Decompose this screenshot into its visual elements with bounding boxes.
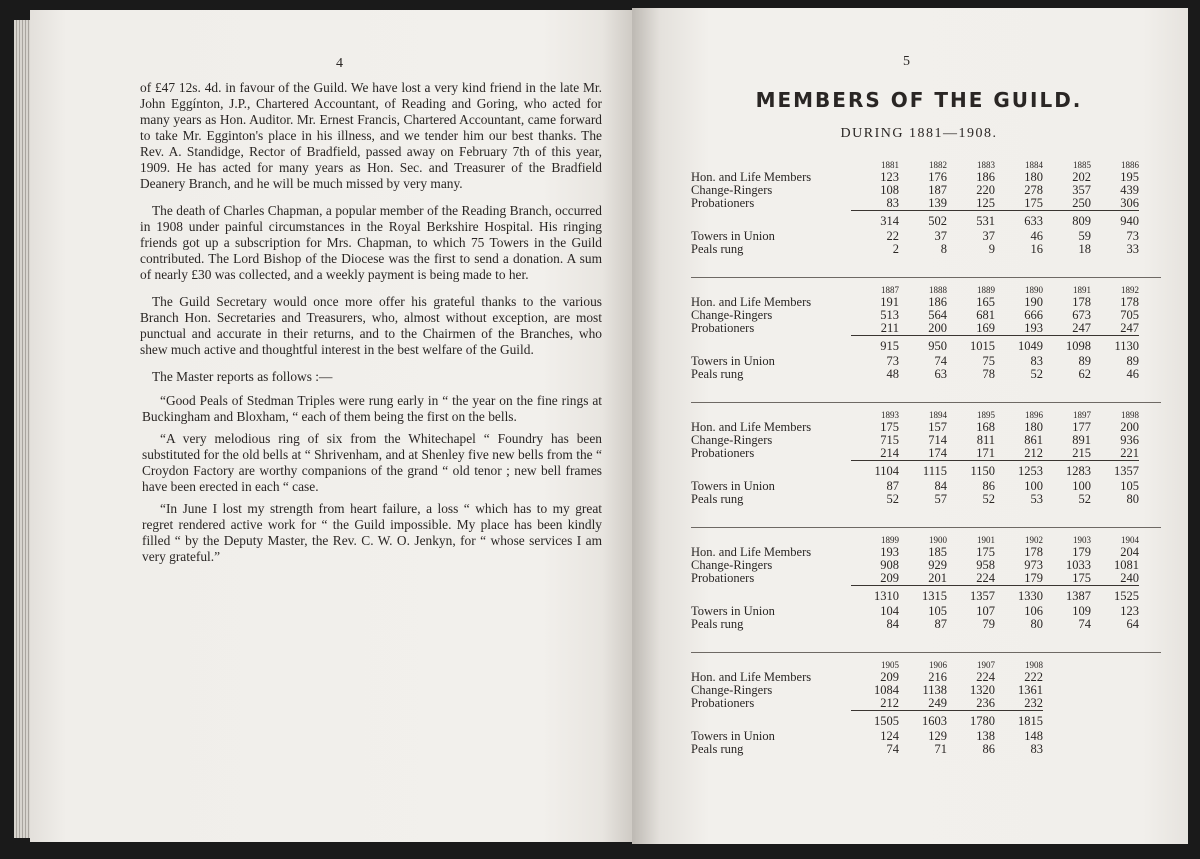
total-cell: 940 [1091, 211, 1139, 229]
table-cell: 220 [976, 183, 995, 197]
table-cell: 212 [1024, 446, 1043, 460]
year-label: 1883 [977, 160, 995, 170]
table-cell: 1081 [1114, 558, 1139, 572]
table-cell: 193 [1024, 321, 1043, 335]
table-cell: 64 [1126, 617, 1139, 631]
total-cell: 1150 [947, 461, 995, 479]
table-cell: 83 [886, 196, 899, 210]
table-cell: 175 [976, 545, 995, 559]
table-cell: 52 [1078, 492, 1091, 506]
table-cell: 222 [1024, 670, 1043, 684]
total-cell: 1130 [1091, 336, 1139, 354]
table-cell: 84 [886, 617, 899, 631]
table-cell: 175 [880, 420, 899, 434]
year-label: 1882 [929, 160, 947, 170]
table-cell: 105 [1120, 479, 1139, 493]
table-cell: 59 [1078, 229, 1091, 243]
row-label: Hon. and Life Members [691, 295, 812, 309]
table-cell: 666 [1024, 308, 1043, 322]
table-cell: 2 [892, 242, 899, 256]
totals-spacer [691, 461, 851, 479]
totals-row [691, 211, 1139, 229]
page-title: MEMBERS OF THE GUILD. [755, 88, 1083, 112]
table-cell: 74 [886, 742, 899, 756]
table-cell: 209 [880, 670, 899, 684]
table-cell: 180 [1024, 420, 1043, 434]
table-cell: 306 [1120, 196, 1139, 210]
total-cell: 1357 [1091, 461, 1139, 479]
page-number-left: 4 [336, 56, 343, 71]
table-cell: 191 [880, 295, 899, 309]
table-cell: 1033 [1066, 558, 1091, 572]
totals-spacer [691, 586, 851, 604]
right-page [632, 8, 1188, 844]
table-cell: 123 [880, 170, 899, 184]
table-cell: 53 [1030, 492, 1043, 506]
table-cell: 178 [1120, 295, 1139, 309]
table-cell: 195 [1120, 170, 1139, 184]
reports-intro: The Master reports as follows :— [152, 369, 333, 384]
table-cell: 52 [982, 492, 995, 506]
block-divider [691, 527, 1161, 528]
table-cell: 9 [988, 242, 995, 256]
block-divider [691, 402, 1161, 403]
towers-row [691, 228, 1139, 243]
year-label: 1904 [1121, 535, 1139, 545]
table-cell: 100 [1072, 479, 1091, 493]
towers-row [691, 478, 1139, 493]
table-cell: 48 [886, 367, 899, 381]
total-cell: 1387 [1043, 586, 1091, 604]
row-label: Probationers [691, 196, 755, 211]
total-cell: 531 [947, 211, 995, 229]
year-label: 1901 [977, 535, 995, 545]
table-cell: 861 [1024, 433, 1043, 447]
table-cell: 75 [982, 354, 995, 368]
table-cell: 681 [976, 308, 995, 322]
row-label: Change-Ringers [691, 558, 773, 572]
probationers-row [691, 447, 1139, 461]
row-label: Peals rung [691, 617, 744, 631]
quote: “A very melodious ring of six from the Whitechapel “ Foundry has been substituted for the old bells at “ Shrivenham, and at Shenley five new bells from the “ Croydon Factory are worthy companions of the grand “ old tenor ; new bell frames have been erected in each “ case. [142, 431, 602, 494]
table-cell: 169 [976, 321, 995, 335]
table-cell: 705 [1120, 308, 1139, 322]
row-label: Peals rung [691, 492, 744, 506]
table-cell: 249 [928, 696, 947, 710]
table-cell: 52 [1030, 367, 1043, 381]
table-cell: 171 [976, 446, 995, 460]
total-cell: 633 [995, 211, 1043, 229]
peals-row [691, 243, 1139, 256]
table-cell: 129 [928, 729, 947, 743]
table-cell: 8 [940, 242, 947, 256]
row-label: Towers in Union [691, 479, 775, 493]
totals-spacer [691, 336, 851, 354]
row-label: Towers in Union [691, 729, 775, 743]
table-cell: 215 [1072, 446, 1091, 460]
probationers-row [691, 322, 1139, 336]
year-label: 1881 [881, 160, 899, 170]
table-cell: 929 [928, 558, 947, 572]
totals-row [691, 461, 1139, 479]
table-cell: 179 [1072, 545, 1091, 559]
row-label: Change-Ringers [691, 683, 773, 697]
table-cell: 165 [976, 295, 995, 309]
table-cell: 221 [1120, 446, 1139, 460]
year-label: 1906 [929, 660, 947, 670]
total-cell: 1505 [851, 711, 899, 729]
table-cell: 187 [928, 183, 947, 197]
table-cell: 83 [1030, 742, 1043, 756]
row-label: Hon. and Life Members [691, 670, 812, 684]
table-cell: 190 [1024, 295, 1043, 309]
total-cell: 1330 [995, 586, 1043, 604]
peals-row [691, 368, 1139, 381]
members-table [691, 535, 1139, 631]
block-divider [691, 277, 1161, 278]
table-cell: 37 [982, 229, 995, 243]
row-label: Hon. and Life Members [691, 545, 812, 559]
table-cell: 74 [1078, 617, 1091, 631]
towers-row [691, 603, 1139, 618]
table-cell: 109 [1072, 604, 1091, 618]
table-cell: 185 [928, 545, 947, 559]
total-cell: 1015 [947, 336, 995, 354]
row-label: Change-Ringers [691, 433, 773, 447]
table-cell: 87 [886, 479, 899, 493]
table-cell: 46 [1030, 229, 1043, 243]
totals-row [691, 711, 1043, 729]
table-cell: 236 [976, 696, 995, 710]
table-cell: 86 [982, 479, 995, 493]
table-cell: 673 [1072, 308, 1091, 322]
table-cell: 106 [1024, 604, 1043, 618]
row-label: Hon. and Life Members [691, 170, 812, 184]
table-cell: 211 [880, 321, 899, 335]
table-cell: 78 [982, 367, 995, 381]
table-cell: 123 [1120, 604, 1139, 618]
peals-row [691, 743, 1043, 756]
paragraph: The Guild Secretary would once more offer his grateful thanks to the various Branch Hon. Secretaries and Treasurers, who, almost without exception, are most punctual and accurate in their returns, and to the Chairmen of the Branches, who shew much active and thoughtful interest in the best welfare of the Guild. [140, 294, 602, 357]
year-label: 1891 [1073, 285, 1091, 295]
table-cell: 175 [1024, 196, 1043, 210]
total-cell: 950 [899, 336, 947, 354]
table-cell: 204 [1120, 545, 1139, 559]
table-cell: 46 [1126, 367, 1139, 381]
row-label: Probationers [691, 696, 755, 711]
table-cell: 278 [1024, 183, 1043, 197]
year-label: 1888 [929, 285, 947, 295]
year-label: 1900 [929, 535, 947, 545]
table-cell: 1138 [922, 683, 947, 697]
totals-spacer [691, 211, 851, 229]
table-cell: 79 [982, 617, 995, 631]
table-cell: 175 [1072, 571, 1091, 585]
members-table [691, 285, 1139, 381]
table-cell: 186 [928, 295, 947, 309]
table-cell: 157 [928, 420, 947, 434]
table-cell: 1320 [970, 683, 995, 697]
table-cell: 80 [1126, 492, 1139, 506]
table-cell: 232 [1024, 696, 1043, 710]
table-cell: 89 [1078, 354, 1091, 368]
total-cell: 502 [899, 211, 947, 229]
totals-spacer [691, 711, 851, 729]
table-cell: 83 [1030, 354, 1043, 368]
table-cell: 216 [928, 670, 947, 684]
table-cell: 71 [934, 742, 947, 756]
table-cell: 1084 [874, 683, 899, 697]
towers-row [691, 353, 1139, 368]
table-cell: 100 [1024, 479, 1043, 493]
total-cell: 1049 [995, 336, 1043, 354]
members-table [691, 660, 1043, 756]
probationers-row [691, 572, 1139, 586]
table-cell: 202 [1072, 170, 1091, 184]
table-cell: 62 [1078, 367, 1091, 381]
total-cell: 809 [1043, 211, 1091, 229]
table-cell: 177 [1072, 420, 1091, 434]
table-cell: 212 [880, 696, 899, 710]
table-cell: 138 [976, 729, 995, 743]
towers-row [691, 728, 1043, 743]
table-cell: 89 [1126, 354, 1139, 368]
table-cell: 936 [1120, 433, 1139, 447]
year-label: 1896 [1025, 410, 1043, 420]
total-cell: 1104 [851, 461, 899, 479]
table-cell: 178 [1024, 545, 1043, 559]
table-cell: 87 [934, 617, 947, 631]
table-cell: 224 [976, 670, 995, 684]
table-cell: 357 [1072, 183, 1091, 197]
row-label: Peals rung [691, 367, 744, 381]
table-cell: 125 [976, 196, 995, 210]
year-label: 1889 [977, 285, 995, 295]
totals-row [691, 586, 1139, 604]
table-cell: 224 [976, 571, 995, 585]
row-label: Change-Ringers [691, 183, 773, 197]
table-cell: 105 [928, 604, 947, 618]
table-cell: 107 [976, 604, 995, 618]
year-label: 1885 [1073, 160, 1091, 170]
year-label: 1898 [1121, 410, 1139, 420]
table-cell: 240 [1120, 571, 1139, 585]
table-cell: 250 [1072, 196, 1091, 210]
paragraph: of £47 12s. 4d. in favour of the Guild. We have lost a very kind friend in the late Mr. John Eggínton, J.P., Chartered Accountant, of Reading and Goring, who acted for many years as Hon. Auditor. Mr. Ernest Francis, Chartered Accountant, came forward to take Mr. Egginton's place in his illness, and we tender him our best thanks. The Rev. A. Standidge, Rector of Bradfield, passed away on February 7th of this year, 1909. He has acted for many years as Hon. Sec. and Treasurer of the Bradfield Deanery Branch, and he will be much missed by very many. [140, 80, 602, 191]
year-label: 1907 [977, 660, 995, 670]
year-label: 1902 [1025, 535, 1043, 545]
members-table [691, 160, 1139, 256]
members-table [691, 410, 1139, 506]
total-cell: 1357 [947, 586, 995, 604]
table-cell: 84 [934, 479, 947, 493]
table-cell: 973 [1024, 558, 1043, 572]
year-label: 1903 [1073, 535, 1091, 545]
total-cell: 915 [851, 336, 899, 354]
table-cell: 73 [886, 354, 899, 368]
row-label: Towers in Union [691, 354, 775, 368]
table-cell: 247 [1072, 321, 1091, 335]
row-label: Peals rung [691, 742, 744, 756]
table-cell: 74 [934, 354, 947, 368]
table-cell: 186 [976, 170, 995, 184]
table-cell: 891 [1072, 433, 1091, 447]
year-label: 1895 [977, 410, 995, 420]
table-cell: 908 [880, 558, 899, 572]
totals-row [691, 336, 1139, 354]
year-label: 1884 [1025, 160, 1043, 170]
page-number-right: 5 [903, 54, 910, 69]
table-cell: 57 [934, 492, 947, 506]
year-label: 1892 [1121, 285, 1139, 295]
table-cell: 104 [880, 604, 899, 618]
total-cell: 1098 [1043, 336, 1091, 354]
table-cell: 714 [928, 433, 947, 447]
peals-row [691, 493, 1139, 506]
table-cell: 86 [982, 742, 995, 756]
table-cell: 33 [1126, 242, 1139, 256]
table-cell: 564 [928, 308, 947, 322]
table-cell: 180 [1024, 170, 1043, 184]
quote: “Good Peals of Stedman Triples were rung early in “ the year on the fine rings at Buckingham and Bloxham, “ each of them being the first on the bells. [142, 393, 602, 424]
table-cell: 200 [928, 321, 947, 335]
row-label: Probationers [691, 571, 755, 586]
block-divider [691, 652, 1161, 653]
table-cell: 811 [976, 433, 995, 447]
year-label: 1908 [1025, 660, 1043, 670]
probationers-row [691, 697, 1043, 711]
total-cell: 1780 [947, 711, 995, 729]
table-cell: 52 [886, 492, 899, 506]
table-cell: 200 [1120, 420, 1139, 434]
left-page [30, 10, 632, 842]
table-cell: 168 [976, 420, 995, 434]
table-cell: 73 [1126, 229, 1139, 243]
row-label: Probationers [691, 321, 755, 336]
table-cell: 80 [1030, 617, 1043, 631]
row-label: Change-Ringers [691, 308, 773, 322]
table-cell: 958 [976, 558, 995, 572]
page-subtitle: DURING 1881—1908. [840, 126, 998, 141]
table-cell: 1361 [1018, 683, 1043, 697]
table-cell: 247 [1120, 321, 1139, 335]
row-label: Towers in Union [691, 604, 775, 618]
year-label: 1899 [881, 535, 899, 545]
table-cell: 214 [880, 446, 899, 460]
total-cell: 314 [851, 211, 899, 229]
table-cell: 513 [880, 308, 899, 322]
peals-row [691, 618, 1139, 631]
year-label: 1886 [1121, 160, 1139, 170]
table-cell: 63 [934, 367, 947, 381]
table-cell: 108 [880, 183, 899, 197]
year-label: 1894 [929, 410, 947, 420]
total-cell: 1115 [899, 461, 947, 479]
year-label: 1897 [1073, 410, 1091, 420]
table-cell: 148 [1024, 729, 1043, 743]
table-cell: 22 [886, 229, 899, 243]
year-label: 1890 [1025, 285, 1043, 295]
year-label: 1893 [881, 410, 899, 420]
row-label: Probationers [691, 446, 755, 461]
row-label: Towers in Union [691, 229, 775, 243]
total-cell: 1815 [995, 711, 1043, 729]
table-cell: 18 [1078, 242, 1091, 256]
table-cell: 37 [934, 229, 947, 243]
total-cell: 1315 [899, 586, 947, 604]
table-cell: 178 [1072, 295, 1091, 309]
table-cell: 439 [1120, 183, 1139, 197]
year-label: 1905 [881, 660, 899, 670]
total-cell: 1603 [899, 711, 947, 729]
table-cell: 209 [880, 571, 899, 585]
table-cell: 174 [928, 446, 947, 460]
table-cell: 124 [880, 729, 899, 743]
total-cell: 1283 [1043, 461, 1091, 479]
paragraph: The death of Charles Chapman, a popular member of the Reading Branch, occurred in 1908 under painful circumstances in the Royal Berkshire Hospital. His ringing friends got up a subscription for Mrs. Chapman, to which 75 Towers in the Guild contributed. The Lord Bishop of the Diocese was the first to send a donation. A sum of nearly £30 was collected, and a weekly payment is being made to her. [140, 203, 602, 282]
row-label: Peals rung [691, 242, 744, 256]
total-cell: 1253 [995, 461, 1043, 479]
row-label: Hon. and Life Members [691, 420, 812, 434]
total-cell: 1310 [851, 586, 899, 604]
table-cell: 16 [1030, 242, 1043, 256]
table-cell: 179 [1024, 571, 1043, 585]
table-cell: 176 [928, 170, 947, 184]
probationers-row [691, 197, 1139, 211]
table-cell: 139 [928, 196, 947, 210]
quote: “In June I lost my strength from heart failure, a loss “ which has to my great regret rendered active work for “ the Guild impossible. My place has been kindly filled “ by the Deputy Master, the Rev. C. W. O. Jenkyn, for “ whose services I am very grateful.” [142, 501, 602, 564]
table-cell: 193 [880, 545, 899, 559]
table-cell: 715 [880, 433, 899, 447]
table-cell: 201 [928, 571, 947, 585]
total-cell: 1525 [1091, 586, 1139, 604]
year-label: 1887 [881, 285, 899, 295]
left-page-body [140, 80, 602, 571]
